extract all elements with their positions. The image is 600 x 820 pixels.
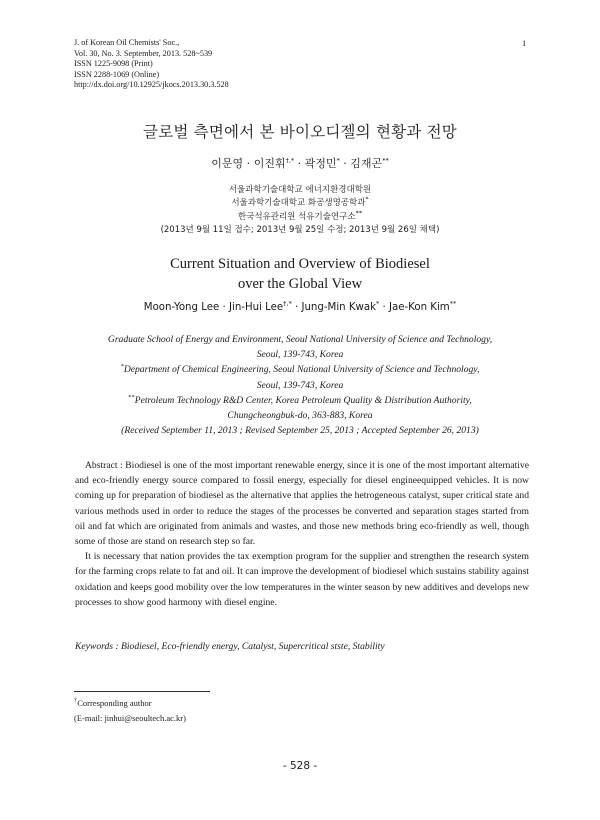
- footnote-divider: [74, 691, 210, 692]
- english-affiliations: [0, 332, 600, 438]
- affiliation-line: 한국석유관리원 석유기술연구소**: [237, 208, 363, 222]
- english-title-line: over the Global View: [237, 276, 363, 292]
- author-name: Jae-Kon Kim: [388, 302, 450, 313]
- author-mark: *: [336, 156, 340, 165]
- doi-link[interactable]: http://dx.doi.org/10.12925/jkocs.2013.30.3.528: [74, 80, 229, 90]
- author-name: Moon-Yong Lee: [143, 302, 220, 313]
- author-name: 이문영: [211, 157, 244, 170]
- page-footer-number: - 528 -: [282, 760, 318, 772]
- author-mark: *: [376, 299, 380, 308]
- author-separator: ·: [339, 157, 351, 170]
- affiliation-line: *Department of Chemical Engineering, Seoul National University of Science and Technology,: [120, 363, 480, 376]
- author-mark: †,*: [285, 156, 295, 165]
- korean-dates: (2013년 9월 11일 접수; 2013년 9월 25일 수정; 2013년 9월 26일 채택): [160, 224, 440, 235]
- korean-authors: [0, 155, 600, 171]
- journal-name: J. of Korean Oil Chemists' Soc.,: [74, 38, 180, 47]
- author-name: 곽정민: [304, 157, 337, 170]
- english-authors: [0, 299, 600, 313]
- author-mark: **: [382, 156, 389, 165]
- author-name: 김재곤: [350, 157, 383, 170]
- korean-affiliations: [0, 184, 600, 237]
- issn-online: ISSN 2288-1069 (Online): [74, 69, 160, 79]
- author-separator: ·: [379, 302, 389, 313]
- korean-title: 글로벌 측면에서 본 바이오디젤의 현황과 전망: [143, 123, 457, 141]
- author-mark: **: [449, 299, 457, 308]
- author-separator: ·: [243, 157, 254, 170]
- author-name: Jin-Hui Lee: [228, 302, 284, 313]
- journal-volume: Vol. 30, No. 3. September, 2013. 528~539: [74, 48, 213, 58]
- author-separator: ·: [219, 302, 229, 313]
- author-mark: †,*: [283, 299, 292, 308]
- english-title-line: Current Situation and Overview of Biodiesel: [170, 256, 430, 272]
- affiliation-line: 서울과학기술대학교 화공생명공학과*: [231, 195, 369, 209]
- author-name: 이진휘: [253, 157, 286, 170]
- affiliation-line: Graduate School of Energy and Environment, Seoul National University of Science and Technology,: [107, 334, 493, 345]
- issn-print: ISSN 1225-9098 (Print): [74, 59, 153, 69]
- author-separator: ·: [291, 302, 302, 313]
- keywords: Keywords : Biodiesel, Eco-friendly energy, Catalyst, Supercritical stste, Stability: [75, 641, 385, 652]
- affiliation-line: **Petroleum Technology R&D Center, Korea Petroleum Quality & Distribution Authority,: [128, 393, 472, 406]
- affiliation-line: Seoul, 139-743, Korea: [256, 349, 344, 361]
- abstract-paragraph: Abstract : Biodiesel is one of the most important renewable energy, since it is one of the most important alternative and eco-friendly energy source compared to fossil energy, especially for diesel engineequipped vehicles. It is now coming up for preparation of biodiesel as the alternative that applies the hetrogeneous catalyst, super critical state and various methods used in order to reduce the stages of the processes be converted and separation stages started from oil and fat which are originated from animals and wastes, and those new methods bring eco-friendly as well, though some of those are stand on research step so far.: [75, 460, 529, 548]
- english-dates: (Received September 11, 2013 ; Revised September 25, 2013 ; Accepted September 26, 2013): [121, 425, 479, 437]
- affiliation-line: 서울과학기술대학교 에너지환경대학원: [228, 185, 372, 195]
- abstract-label: Abstract: [85, 460, 118, 471]
- author-name: Jung-Min Kwak: [301, 302, 376, 313]
- abstract-paragraph: It is necessary that nation provides the tax exemption program for the supplier and strengthen the research system for the farming crops relate to fat and oil. It can improve the development of biodiesel which sustains stability against oxidation and keeps good mobility over the low temperatures in the winter season by new additives and develops new processes to show good harmony with diesel engine.: [75, 551, 529, 608]
- affiliation-line: Chungcheongbuk-do, 363-883, Korea: [227, 410, 373, 422]
- author-separator: ·: [294, 157, 305, 170]
- corresponding-author: †Corresponding author: [74, 697, 152, 708]
- author-email[interactable]: (E-mail: jinhui@seoultech.ac.kr): [74, 712, 186, 723]
- journal-header: [74, 38, 229, 91]
- footnote: [74, 696, 186, 725]
- english-title: [0, 254, 600, 294]
- abstract: [75, 458, 529, 610]
- affiliation-line: Seoul, 139-743, Korea: [256, 379, 344, 391]
- header-page-number: 1: [522, 38, 527, 48]
